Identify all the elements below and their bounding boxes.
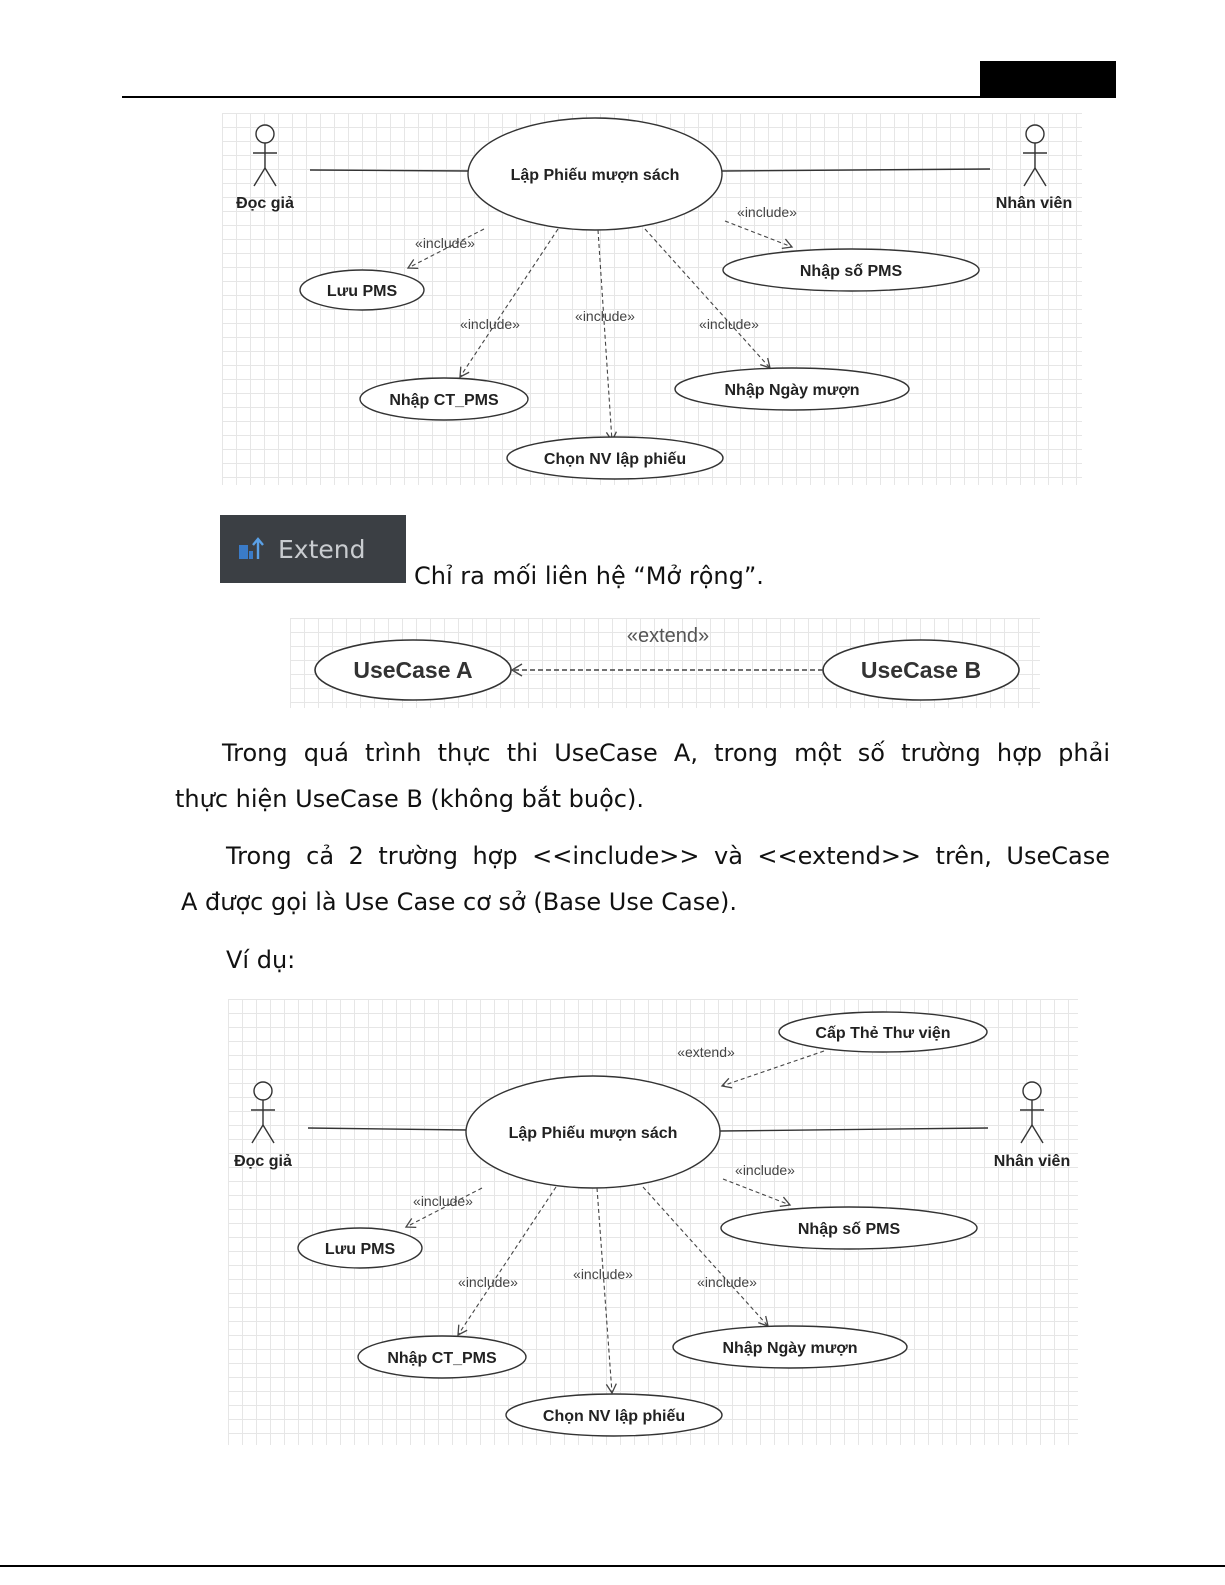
include-label: «include»: [735, 1162, 795, 1178]
main-usecase-label: Lập Phiếu mượn sách: [510, 167, 680, 184]
usecase-nhap-ngay-muon-label: Nhập Ngày mượn: [724, 382, 860, 399]
usecase-nhap-ngay-muon-label: Nhập Ngày mượn: [722, 1340, 858, 1357]
extend-label: «extend»: [677, 1044, 735, 1060]
include-edge-nhap-ngay-muon: [643, 1187, 768, 1326]
main-usecase-label: Lập Phiếu mượn sách: [508, 1125, 678, 1142]
include-edge-nhap-ngay-muon: [645, 229, 770, 368]
association-nhan-vien: [722, 169, 990, 171]
actor-doc-gia: [253, 125, 277, 186]
include-label: «include»: [697, 1274, 757, 1290]
footer-rule: [0, 1565, 1225, 1567]
extend-label: «extend»: [626, 625, 710, 647]
include-edge-nhap-ct-pms: [458, 1187, 556, 1335]
association-doc-gia: [310, 170, 469, 171]
include-label: «include»: [458, 1274, 518, 1290]
include-edge-nhap-ct-pms: [460, 229, 558, 377]
example-heading: Ví dụ:: [226, 946, 296, 974]
include-edge-nhap-so-pms: [723, 1179, 790, 1205]
actor-label-doc-gia: Đọc giả: [234, 1153, 292, 1170]
usecase-nhap-so-pms-label: Nhập số PMS: [799, 263, 903, 280]
usecase-luu-pms-label: Lưu PMS: [324, 1241, 396, 1258]
include-label: «include»: [413, 1193, 473, 1209]
include-label: «include»: [460, 316, 520, 332]
usecase-diagram-1: [222, 113, 1082, 485]
include-edge-chon-nv: [597, 1188, 612, 1393]
extend-caption: Chỉ ra mối liên hệ “Mở rộng”.: [414, 562, 764, 590]
include-edge-nhap-so-pms: [725, 221, 792, 247]
actor-nhan-vien: [1023, 125, 1047, 186]
actor-label-doc-gia: Đọc giả: [236, 195, 294, 212]
association-nhan-vien: [720, 1128, 988, 1131]
usecase-a-label: UseCase A: [353, 657, 473, 683]
usecase-b-label: UseCase B: [860, 657, 982, 683]
actor-nhan-vien: [1020, 1082, 1044, 1143]
include-label: «include»: [575, 308, 635, 324]
extend-tool-button: [220, 515, 406, 583]
include-label: «include»: [699, 316, 759, 332]
usecase-chon-nv-label: Chọn NV lập phiếu: [543, 451, 687, 468]
usecase-diagram-2: [228, 999, 1078, 1445]
extend-edge: [722, 1051, 824, 1086]
usecase-cap-the-thu-vien-label: Cấp Thẻ Thư viện: [815, 1025, 951, 1042]
usecase-nhap-ct-pms-label: Nhập CT_PMS: [389, 392, 499, 409]
extend-tool-label: Extend: [278, 534, 366, 564]
include-label: «include»: [737, 204, 797, 220]
paragraph-2-line-2: A được gọi là Use Case cơ sở (Base Use Case).: [181, 888, 737, 916]
usecase-chon-nv-label: Chọn NV lập phiếu: [542, 1408, 686, 1425]
header-rule: [122, 96, 1116, 98]
paragraph-2-line-1: Trong cả 2 trường hợp <<include>> và <<extend>> trên, UseCase: [226, 842, 1110, 870]
association-doc-gia: [308, 1128, 467, 1130]
include-label: «include»: [415, 235, 475, 251]
usecase-nhap-so-pms-label: Nhập số PMS: [797, 1221, 901, 1238]
include-edge-chon-nv: [598, 230, 612, 441]
header-block: [980, 61, 1116, 97]
actor-label-nhan-vien: Nhân viên: [993, 1153, 1071, 1170]
usecase-luu-pms-label: Lưu PMS: [326, 283, 398, 300]
extend-diagram: [290, 618, 1040, 708]
usecase-nhap-ct-pms-label: Nhập CT_PMS: [387, 1350, 497, 1367]
include-label: «include»: [573, 1266, 633, 1282]
actor-doc-gia: [251, 1082, 275, 1143]
extend-icon: [236, 533, 268, 565]
actor-label-nhan-vien: Nhân viên: [995, 195, 1073, 212]
paragraph-1-line-2: thực hiện UseCase B (không bắt buộc).: [175, 785, 644, 813]
paragraph-1-line-1: Trong quá trình thực thi UseCase A, trong một số trường hợp phải: [222, 739, 1110, 767]
